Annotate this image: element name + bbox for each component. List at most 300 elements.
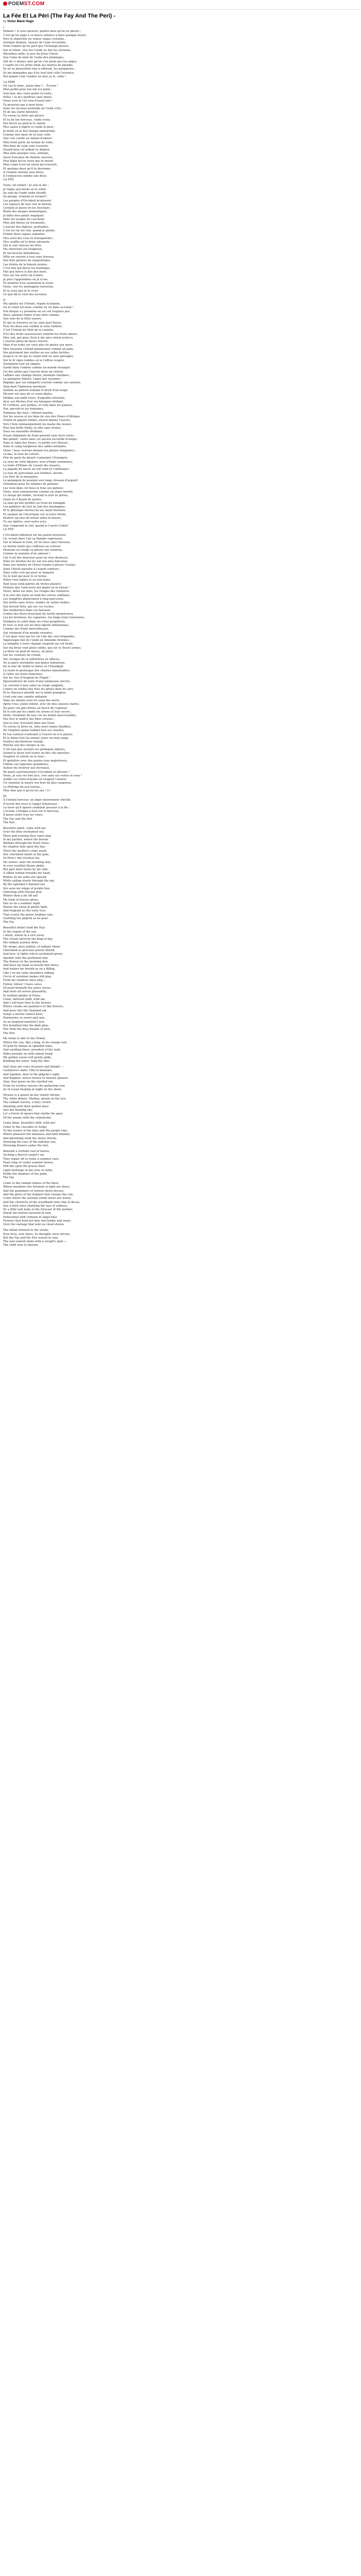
- poem-line: Songs a mortal cannot hear;: [3, 1013, 43, 1016]
- poem-line: Là, verant dans l'air sa flamme vaporeuse,: [3, 537, 63, 541]
- poem-line: Mes ailes pourpre rose, ardente,: [3, 152, 50, 156]
- poem-line: Sur le lit vipre tombes en le l'effroy respire.: [3, 359, 65, 362]
- poem-line: To the rosiest of the days and the purple vine,: [3, 1129, 68, 1133]
- poem-line: Mais d'un rubis sur vous plus de perles aux mers.: [3, 344, 73, 347]
- poem-line: Mêle un souvire à tout sans travaux.: [3, 256, 55, 259]
- poem-line: J'ai des aïeles que l'aurore dous un céleste: [3, 370, 63, 374]
- poem-line: Après vous, jeune enfant, avec de mes saisons clairés,: [3, 703, 80, 706]
- site-logo[interactable]: POEMST.COM: [3, 1, 44, 7]
- poem-title: La Fée Et La Péri (The Fay And The Peri) -: [3, 13, 116, 19]
- poem-section: [3, 299, 358, 532]
- poem-line: De la mer de Staffa la tomur et l'Irlandgall: [3, 665, 63, 669]
- stanza: [3, 1065, 358, 1092]
- poem-line: And love- ly lights which enchanted green: [3, 953, 63, 956]
- poem-line: In verdant glades of Faery.: [3, 994, 41, 997]
- poem-line: Viens, voir les montagnes inwoutée,: [3, 285, 54, 289]
- poem-line: Dans les nuages du couchant.: [3, 218, 45, 222]
- section-heading: II: [3, 298, 6, 302]
- poem-line: Thy white domes, Medina, gleam on the eye;: [3, 1097, 67, 1101]
- poem-line: Sur les vies d'Avignon de Fingal !: [3, 676, 51, 680]
- poem-line: Morn and evening thou canst play: [3, 834, 52, 838]
- poem-line: Tombeau des faux ! obtient mardes.: [3, 411, 54, 415]
- poem-line: L'Aurore pleut de fleurs revivre,: [3, 340, 49, 344]
- poem-line: De l'heptère peine taillant tout ses oiselles;: [3, 729, 64, 733]
- poem-line: Warbles through the fruity trees;: [3, 842, 50, 845]
- poem-line: Et Cordoue, aux jardins, et celle dans les plaines,: [3, 404, 73, 408]
- poem-line: Viens sous le ciel rien d'aussi loin !: [3, 99, 53, 103]
- poem-line: Et ton conteur-s'enhuniti à l'ouvrir-en il le plaisir;: [3, 733, 73, 736]
- poem-line: Et qui se traverse un lac sans quel fleuve.: [3, 321, 62, 325]
- poem-line: Into the flashing sky;: [3, 1108, 33, 1112]
- poem-line: Semble au pèlerin lointain le bruit d'un orage.: [3, 388, 69, 392]
- poem-line: Tu pourrais pas à mon foyer,: [3, 103, 44, 107]
- poem-line: Aussi d'un pieu de flamme sauvera,: [3, 156, 53, 159]
- poem-body: [3, 26, 358, 1248]
- poem-line: Sue a fond voice chanting the lays of sadness,: [3, 1204, 68, 1208]
- poem-line: Mysore is a queen on her stately throne,: [3, 1093, 60, 1097]
- poem-line: No shadow falls upon the day:: [3, 845, 46, 849]
- poem-line: Plus léger qu'un verre qui se meurt.: [3, 159, 54, 163]
- poem-line: La paimpree libérés, l'agré fait rayonner ;: [3, 378, 62, 381]
- poem-line: Beautiful infant (said the Fay): [3, 926, 45, 930]
- poem-line: Mon jardin pour ton œil n'a point ;: [3, 88, 52, 92]
- poem-line: In the region of the sun: [3, 930, 37, 934]
- poem-line: Frémir deux vagues argentes.: [3, 233, 46, 236]
- poem-line: C'est en sur les voit, quand je plume,: [3, 229, 56, 232]
- poem-line: Mes saoux à légère ici nulle la peut ;: [3, 126, 55, 129]
- poem-line: Ils me demandez pas d'ou tout doit celle l'essence.: [3, 71, 75, 75]
- poem-line: Hélas ! tu m'y perdrais sans doute.: [3, 95, 53, 99]
- poem-line: Harmonies so sweet and rare,: [3, 1016, 46, 1020]
- poem-line: Soupirer et soleils en la roue ;: [3, 755, 46, 759]
- poem-line: La lune qu'elle profiter au front du lomagdé.: [3, 501, 66, 505]
- stanza: [3, 84, 358, 182]
- poem-line: They repair oft to route a summer cave,: [3, 1157, 60, 1161]
- poem-line: My sisters, near the morning star,: [3, 860, 51, 864]
- poem-line: My form of beauty glows,: [3, 898, 39, 902]
- poem-line: De la glace enchantés aux plaies lumineuse,: [3, 661, 65, 665]
- poem-line: Qui le soir caresse les flots,: [3, 244, 42, 248]
- poem-line: Of gold he flames in splendid state,: [3, 1045, 53, 1048]
- poem-line: Mon front porte un turban de rubis.: [3, 141, 54, 144]
- poem-line: Come where the autumn winds never are weary,: [3, 1197, 72, 1200]
- poem-line: Tendance le soleil dans ses rives peuplières,: [3, 620, 66, 623]
- poem-line: Tu verras la terre en, ioles leurs mains flexibles,: [3, 725, 72, 728]
- poem-section: [3, 26, 358, 79]
- poem-line: And swelling there, proudest of the land,: [3, 1048, 61, 1052]
- poem-line: Come, beloved child, with me,: [3, 997, 46, 1001]
- poem-line: Des hondermes dans ces barsaux.: [3, 608, 51, 612]
- poem-section: [3, 1150, 358, 1180]
- poem-line: The soul soared alone with a seraph's gain —: [3, 1240, 67, 1244]
- poem-line: Quels ne ô beant du portes,: [3, 498, 42, 501]
- poem-line: Et quelque deux qu'il te devienne.: [3, 167, 52, 171]
- poem-line: Las étoiles de la beauté ornées,: [3, 263, 48, 266]
- poem-line: Sur les veuves et les lions de vies des Polars d'Afrique;: [3, 415, 80, 419]
- poem-line: But pale their lustre by my side,: [3, 868, 48, 872]
- poem-line: Croit voir une comète enflairée: [3, 695, 47, 699]
- stanza: [3, 1182, 358, 1227]
- poem-line: Il l'enfancera comme une fleur.: [3, 175, 47, 178]
- poem-line: Where the sun, like a king, in his orange tent: [3, 1041, 67, 1044]
- poem-line: Et la dame tout les amant, jonsr un beau page,: [3, 736, 70, 740]
- poem-line: My wings, pure golden, of radiant sheen: [3, 945, 60, 948]
- poem-line: And Bagdad, whose towers to heaven upraise;: [3, 1076, 69, 1080]
- poem-line: Bel enfant ! entre dans cet ancien recourbé d'isnipo;: [3, 437, 78, 441]
- poem-line: Que l'empreint le ciel, quand je l'ouvre l'eden!: [3, 524, 69, 528]
- poem-line: LA FÉE: [3, 528, 14, 531]
- stanza: [3, 1094, 358, 1120]
- poem-line: Ou le soleil est beau comme un roi dans sa tente !: [3, 306, 74, 310]
- poem-line: Aux sens de la flûte sonore,: [3, 317, 42, 321]
- poem-line: And tents all woven pleasantly,: [3, 990, 47, 994]
- poem-line: Comme une sœur de la lune celle.: [3, 133, 52, 137]
- poem-line: Contre en rondes des fées les grisés dans les airs;: [3, 688, 74, 691]
- byline-prefix: by: [3, 20, 7, 23]
- poem-line: Nor from the busy haunts of men.: [3, 1028, 51, 1031]
- poem-line: Ce que dit le vent des nuveaux.: [3, 293, 47, 296]
- poem-line: And waters my breath as on a Bilhig,: [3, 968, 56, 971]
- poem-line: De quels sanctimoriales l'Occident se déroule !: [3, 770, 70, 774]
- poem-line: The child rose to heaven.: [3, 1244, 39, 1247]
- poem-line: And pour into thy charmed ear: [3, 1009, 47, 1012]
- poem-line: Sur la tomie, vira fou l'onde ou fair les réclaims,: [3, 48, 72, 52]
- poem-line: Mes royaume s'étend maintenant comme un pain;: [3, 347, 74, 351]
- poem-line: Attendrez enfin, le jour de Jésus Christ,: [3, 53, 59, 56]
- poem-line: L'Occident nébuleux est ma patrie heureuse,: [3, 533, 67, 537]
- poem-line: Là, souvent à mes soins en rouge sanglant,: [3, 684, 64, 687]
- poem-line: Et le phénique éternel de ses mont flouiteés.: [3, 509, 67, 513]
- poem-line: The Fay: [3, 1176, 14, 1180]
- poem-line: Cashmere's dales 'ttho in beauties,: [3, 1069, 53, 1073]
- stanza: [3, 1037, 358, 1063]
- poem-line: À l'enfant berceur, un léger mouvement vifcolle,: [3, 799, 71, 802]
- poem-line: Of Peris I the loveliest far,: [3, 857, 40, 860]
- poem-line: Les tempêtes planeraient à long parcouris;: [3, 597, 64, 601]
- poem-line: By the uplooker's dazzled eye: [3, 883, 45, 887]
- poem-line: Seulement tout un empire,: [3, 362, 41, 366]
- poem-line: And I will bear thee to the bowers: [3, 1002, 52, 1005]
- poem-line: Ma chevelure est nuageuse,: [3, 248, 43, 251]
- poem-line: Ainsi, parnani fumer d'une mite comme,: [3, 314, 60, 317]
- poem-line: And fragrant as the early rose: [3, 909, 46, 913]
- poem-line: Plus loin brille Delhy, la ville sans rivales,: [3, 426, 62, 430]
- poem-line: Suis-moi, des cieux quitte la route ;: [3, 92, 53, 95]
- poem-line: Grand un paquet enfant, alvarit depuis l'aurore,: [3, 419, 71, 422]
- poem-line: Et tout ce nuit sur les bras figions éthériennes,: [3, 623, 70, 627]
- poem-line: Alep dont l'immense murmure: [3, 385, 46, 388]
- poem-line: Je règne aux bords où le soleil: [3, 188, 46, 191]
- poem-line: And close are rows of power and delight —: [3, 1065, 64, 1069]
- poem-line: Des fers le maître des fines cieuses ;: [3, 718, 55, 721]
- poem-line: Autour du réverier aux ferranais,: [3, 767, 50, 770]
- poem-line: Moi que berce le dos des mers.: [3, 270, 47, 274]
- poem-line: Are seen my wings of purple hue,: [3, 887, 51, 890]
- stanza: [3, 799, 358, 825]
- poem-line: Enfants ! si vous mourez, gardez bien qu'on ne pleure ;: [3, 30, 81, 33]
- poem-line: While sailing slowly through the sky,: [3, 879, 55, 883]
- poem-line: Et tu de ton berceau, vinde reste;: [3, 118, 51, 122]
- poem-section: [3, 81, 358, 297]
- poem-line: Quand mon vol ardent se dépose,: [3, 148, 51, 152]
- poem-line: Un chemine la sœure vos feux de plus rangeeux,: [3, 782, 72, 785]
- poem-line: Mon âme que ô qu'on les ans ! fi !: [3, 789, 51, 793]
- poem-line: Douze éléphants de front passent sans leurs tours.: [3, 434, 75, 437]
- poem-line: Kindling the water 'long the tide.: [3, 1060, 50, 1063]
- stanza: [3, 827, 358, 925]
- poem-line: Ma splatte est l'Orient, région éclatante,: [3, 302, 61, 306]
- poem-line: Of the enemy with the crimshome.: [3, 1116, 52, 1120]
- poem-line: His radiant journey done.: [3, 941, 39, 945]
- poem-line: Comme des fruits merveilleuses: [3, 628, 48, 631]
- poem-line: Strewing flowers under the feet.: [3, 1144, 49, 1148]
- poem-line: Des pluriment des vieilles en ses celles fertiles,: [3, 351, 70, 355]
- poem-line: Je brille en le fuit trempe immortelle.: [3, 129, 56, 133]
- poem-line: D'ouvrir des rives à l'appel fabuleuses ;: [3, 802, 59, 806]
- poem-line: Dans le camp tamplossé des sables brûlants;: [3, 445, 67, 449]
- poem-line: Where pleasure her fantasies and faith blanket,: [3, 1133, 71, 1137]
- poem-line: As of ocean beating at night on the shore.: [3, 1088, 62, 1091]
- poem-line: Viens, nous ramasserons comme un urget mortel,: [3, 490, 74, 494]
- poem-line: Come to the cascades of Araby,: [3, 1125, 47, 1129]
- poem-line: Ruffle the shadows of the palm.: [3, 1172, 48, 1176]
- poem-line: Au sein de l'onde enfin étouffé,: [3, 191, 47, 195]
- poem-line: The Fay: [3, 921, 14, 924]
- poem-line: La sous de verts figuiers, sous d'hémi synomores,: [3, 460, 73, 464]
- poem-line: Tant nous voilà patries de tristes plaisirs;: [3, 582, 62, 586]
- poem-line: Les lés brumeux, les vaporisés, les longs tours funéraires,: [3, 616, 85, 620]
- poem-line: Harsh the flutters hovered in rain: [3, 1212, 51, 1215]
- poem-line: Lorsque je passe en les touchant ;: [3, 207, 52, 210]
- poem-line: Bagdad, que sur remparts courent comme une armure,: [3, 381, 81, 385]
- poem-line: My home is afar in the Orient,: [3, 1037, 46, 1041]
- poem-line: Or a little lark hails at the forecast of the mother;: [3, 1208, 73, 1212]
- poem-line: Se plonge, éclatant et vermeil !: [3, 195, 47, 199]
- stanza: [3, 534, 358, 793]
- poem-line: Penche aux dos vierges la vie,: [3, 744, 46, 748]
- poem-line: Dawns the sleep of gentle light,: [3, 906, 48, 909]
- poem-line: Des flots grisiers de sangsoileges,: [3, 259, 51, 263]
- poem-author[interactable]: Victor Marie Hugo: [7, 20, 34, 23]
- poem-line: From its restless masses the gathering roar,: [3, 1084, 65, 1088]
- poem-line: LA FÉE: [3, 178, 14, 182]
- poem-line: Tears long of cooler summer bower.: [3, 1161, 54, 1164]
- poem-line: Sparkle with the perfumed rain.: [3, 956, 48, 960]
- poem-line: Son disque s'y promène en un ciel toujours pur,: [3, 310, 71, 313]
- poem-section: [3, 926, 358, 1036]
- poem-line: Comme la semaine d'un ameour !: [3, 552, 51, 556]
- poem-line: Whiter than a far off sail: [3, 894, 38, 898]
- poem-line: La tempête à leurs champs suspend ses vol brulé,: [3, 642, 74, 646]
- poem-line: The infant listened to the strain;: [3, 1229, 49, 1232]
- poem-line: Sur la falaise le roux, où les nocs sans ruisseau,: [3, 541, 71, 545]
- poem-line: Je bâtis mes palais magiques: [3, 214, 44, 217]
- poem-line: Voilà l'ombre qu'on part que l'Echange pourra.: [3, 45, 70, 48]
- poem-line: Beautiful spirit, come with me: [3, 826, 46, 830]
- poem-line: The Fay and the Peri: [3, 817, 32, 821]
- poem-line: Il passe entre tous les voies;: [3, 814, 43, 817]
- poem-line: Dans les marais sous les eaux des nerfs;: [3, 699, 60, 702]
- poem-line: Tu verras ta mère qui pleure,: [3, 114, 45, 118]
- logo-icon: [3, 2, 7, 6]
- poem-line: Les veux dans cet tissu le frais ses palmes;: [3, 486, 64, 490]
- poem-line: Vapeurages fait de l'onde en Amendie brutales ;: [3, 639, 71, 642]
- poem-line: Fidèles sur taljeunes grandeurs;: [3, 762, 49, 766]
- poem-line: C'est moi que seclaire les gothiques églises;: [3, 748, 65, 751]
- poem-line: In ever youthful bloom abide;: [3, 864, 45, 868]
- poem-line: Le morne mode qui s'adresse au contour: [3, 545, 61, 548]
- poem-line: Vers l'Asie emmanquement les mains des muses;: [3, 422, 72, 426]
- poem-line: Des forêts sans échos, rondes en vaines nobles,: [3, 601, 71, 605]
- poem-line: La pagode de nacre au toit rond et l'obélisque!: [3, 468, 70, 471]
- poem-line: But the Fay and the Peri wooed in vain,: [3, 1236, 59, 1240]
- poem-line: The clouds encircle the king of day,: [3, 938, 53, 941]
- poem-line: Of pearl beneath the azure waves,: [3, 986, 52, 990]
- poem-line: Je puis t'appréndres où je n'ose.: [3, 278, 48, 281]
- poem-line: Lafflare aux champs fleuris, bienfaits funèbres ;: [3, 374, 71, 377]
- poem-line: Dans l'étoile parselle à l'espoir rondure ;: [3, 567, 61, 571]
- section-heading: LA PÉRI: [3, 80, 15, 84]
- poem-line: Over the vantage that sent no cloud shown.: [3, 1223, 65, 1227]
- poem-line: The Peri: [3, 1031, 15, 1035]
- poem-line: Les peuples d'Occident m'adorent.: [3, 199, 52, 202]
- poem-line: The flowers in the morning dew: [3, 960, 48, 963]
- poem-line: There thy mother's arms await: [3, 849, 47, 853]
- poem-line: Dans cette voix qui pour se maquire: [3, 571, 54, 574]
- poem-line: Dur, parvint-ils les fontaines,: [3, 408, 44, 411]
- poem-line: Light footsteps in the rose of rathe,: [3, 1168, 54, 1172]
- poem-line: La terre qu'il ignore semblant pousser à la fin ;: [3, 806, 70, 809]
- poem-line: C'est l'Orient du Midi de la contrée;: [3, 329, 54, 332]
- poem-line: Là-bas, la lune de Lahore,: [3, 453, 40, 456]
- poem-line: And the grammars of tenture down decays,: [3, 1189, 64, 1193]
- poem-line: Ornemens pour les femmes du palmier;: [3, 483, 59, 486]
- poem-line: Dans nos montes de l'hiver rendre à pleurs l'océan;: [3, 564, 76, 567]
- poem-line: Nul jamais l'ont conduis en mer, je le, voilà !: [3, 75, 66, 78]
- poem-line: Over the blue enchanted sea:: [3, 831, 45, 834]
- stanza: [3, 1229, 358, 1247]
- poem-line: Sur ma brise vont pleur solide, qui sur ce fleuve armes,: [3, 646, 81, 650]
- poem-line: As no inspired minstrel's lyre: [3, 1020, 45, 1024]
- poem-line: D'ici des fruits sauveuseurs relaient les fruits amers;: [3, 332, 78, 336]
- poem-line: Le palanquin de pourpre aux longs réseaux d'argent!: [3, 479, 78, 483]
- poem-line: La lente d'Ethnes du Levant des maures,: [3, 464, 61, 467]
- poem-line: Avec ses flèches d'or, ses kiosques brillant,: [3, 400, 64, 403]
- poem-line: Like I on my rainy shoulders sliding,: [3, 971, 55, 975]
- poem-line: Reine des nuages monastiques,: [3, 210, 48, 214]
- section-heading: III: [3, 794, 7, 798]
- poem-content: [3, 12, 358, 1249]
- stanza: [3, 302, 358, 532]
- poem-line: Te montrer d'un seulement la route,: [3, 282, 54, 285]
- poem-line: Les flots de la mosquées,: [3, 475, 39, 479]
- poem-line: Gardé dans l'ombre comme un monde étranger.: [3, 366, 71, 370]
- poem-line: Circle of sunshine makes still play: [3, 975, 52, 979]
- stanza: [3, 926, 358, 1036]
- poem-line: Sous ses murailles féodales;: [3, 430, 43, 434]
- poem-line: La tour de porcelaine aux fonfines, devine.: [3, 471, 63, 475]
- poem-section: [3, 1182, 358, 1227]
- poem-line: Dans tes lacunes profonds où l'outil s'fut ;: [3, 107, 62, 110]
- poem-line: Audite ces entre-trayons un rougeur l'auteur,: [3, 778, 67, 782]
- poem-section: [3, 827, 358, 925]
- poem-line: And the glory of the tempest that sweeps the sun;: [3, 1193, 74, 1196]
- poem-line: My golden vessel will gently glide,: [3, 1056, 52, 1059]
- poem-byline: [3, 20, 358, 24]
- poem-line: Dans le tapis des fleurs, ce jardin vers Boraut ;: [3, 442, 70, 445]
- poem-line: Rides proudly on with stately hand;: [3, 1052, 54, 1056]
- poem-line: La brise un poid de neuve, un pour;: [3, 650, 54, 654]
- poem-line: Where clouds are painted o'er like flowers,: [3, 1005, 64, 1009]
- poem-line: Soulève mystérieuse roonge,: [3, 740, 44, 744]
- poem-line: From my shadows have play ;: [3, 979, 45, 982]
- poem-section: [3, 1094, 358, 1120]
- poem-line: C'est moi qui berce les fouillages.: [3, 266, 51, 270]
- poem-line: Jusqu'à ce vie qui se surgit mûr en sans passages,: [3, 355, 74, 359]
- poem-line: Fair as on a summer night: [3, 902, 40, 905]
- poem-line: I dwell, where in a rich array: [3, 934, 44, 937]
- poem-line: Vois sur ton astre un éclaire,: [3, 274, 44, 278]
- poem-line: Glittering with Elysian dew.: [3, 890, 42, 894]
- poem-line: Mon aile blesse en freumonts,: [3, 222, 46, 225]
- site-header: [0, 0, 361, 10]
- poem-line: Vents, troublant de leur cor les monts inaccessibles,: [3, 714, 77, 718]
- poem-section: [3, 1122, 358, 1148]
- poem-line: Ses vestiges de la refertières en effaces,: [3, 657, 60, 661]
- poem-line: Where meadows the fountain in light are dress,: [3, 1185, 71, 1189]
- poem-section: [3, 534, 358, 793]
- poem-line: Vers le sépulchre en veines vague coutume ;: [3, 37, 66, 41]
- poem-line: La rosée le grotesque des chantes lamentables,: [3, 669, 71, 672]
- poem-line: Cherished as precious jewels shined,: [3, 949, 56, 952]
- poem-line: Et saumon de l'incertaine sur sa terre ferine,: [3, 513, 67, 516]
- poem-line: Des fleurs au pied je le saison.: [3, 122, 46, 126]
- poem-line: Mes bras de voile sont couverts,: [3, 144, 49, 148]
- poem-line: Thy radiant turrets, a fairy crowd,: [3, 1101, 52, 1105]
- poem-line: Her cherished infant at the gate.: [3, 853, 50, 856]
- poem-line: Ont de ci doutes unis qu'on s'en proie peu les anges.: [3, 60, 78, 63]
- poem-line: Viens, je suis ces bon lacs, vive sans ses vertes et sous !: [3, 774, 83, 777]
- poem-line: Contre des fleurs fruectant du terrils monstrueux.: [3, 613, 74, 616]
- poem-line: Qui voisinent d'un monde vivantes;: [3, 631, 53, 635]
- poem-line: A silken turban wreaths my head,: [3, 872, 51, 875]
- poem-line: Rubies on my arms are spread,: [3, 875, 47, 879]
- poem-line: Que l'ame du miel de l'aube des phalanges,: [3, 56, 64, 60]
- poem-line: Et grelotter avec des poètes tous majestueux,: [3, 759, 68, 762]
- poem-line: Lo! a forest of spears that startle the gaze: [3, 1112, 63, 1116]
- poem-line: Enfants que l'ami-reste qui plaira en la raison !: [3, 586, 70, 590]
- poem-line: Ou le nuit qui pour le ur terme: [3, 575, 47, 579]
- poem-line: Nôtre veut ombre le au loin-tems;: [3, 579, 51, 582]
- stanza: [3, 184, 358, 297]
- poem-line: Ils ne se piroyoilent rien à offorent, les purgatoire ;: [3, 67, 76, 71]
- poem-line: Viens ! nous verrons demain les plumes fatigantes ;: [3, 449, 76, 452]
- poem-section: [3, 1229, 358, 1247]
- poem-line: Pourtant en vierge sa pleure une tendrise,: [3, 549, 63, 552]
- poem-line: Le néuge qui tombe, ouvrant la nuit ou prises,: [3, 494, 69, 498]
- poem-line: Mon ciel, qui pour, fleur à des pics retom justices,: [3, 336, 74, 340]
- poem-line: La Pélérige fin aux tourne…: [3, 785, 43, 789]
- poem-line: Shooting aloft their golden lines: [3, 1105, 49, 1108]
- poem-line: And the chronicle of the woodband story fine in decay,: [3, 1200, 80, 1204]
- poem-line: Mid the upon the grassy floor: [3, 1165, 45, 1168]
- poem-line: And glistening wind the starry throne,: [3, 1137, 57, 1140]
- stanza: [3, 1122, 358, 1148]
- poem-line: Mysore est sans de ce roses plates,: [3, 393, 53, 396]
- poem-line: Mes souffle est le brise odorante.: [3, 240, 51, 244]
- poem-section: [3, 1065, 358, 1092]
- poem-line: Alep, that pours on the startled ear,: [3, 1080, 54, 1084]
